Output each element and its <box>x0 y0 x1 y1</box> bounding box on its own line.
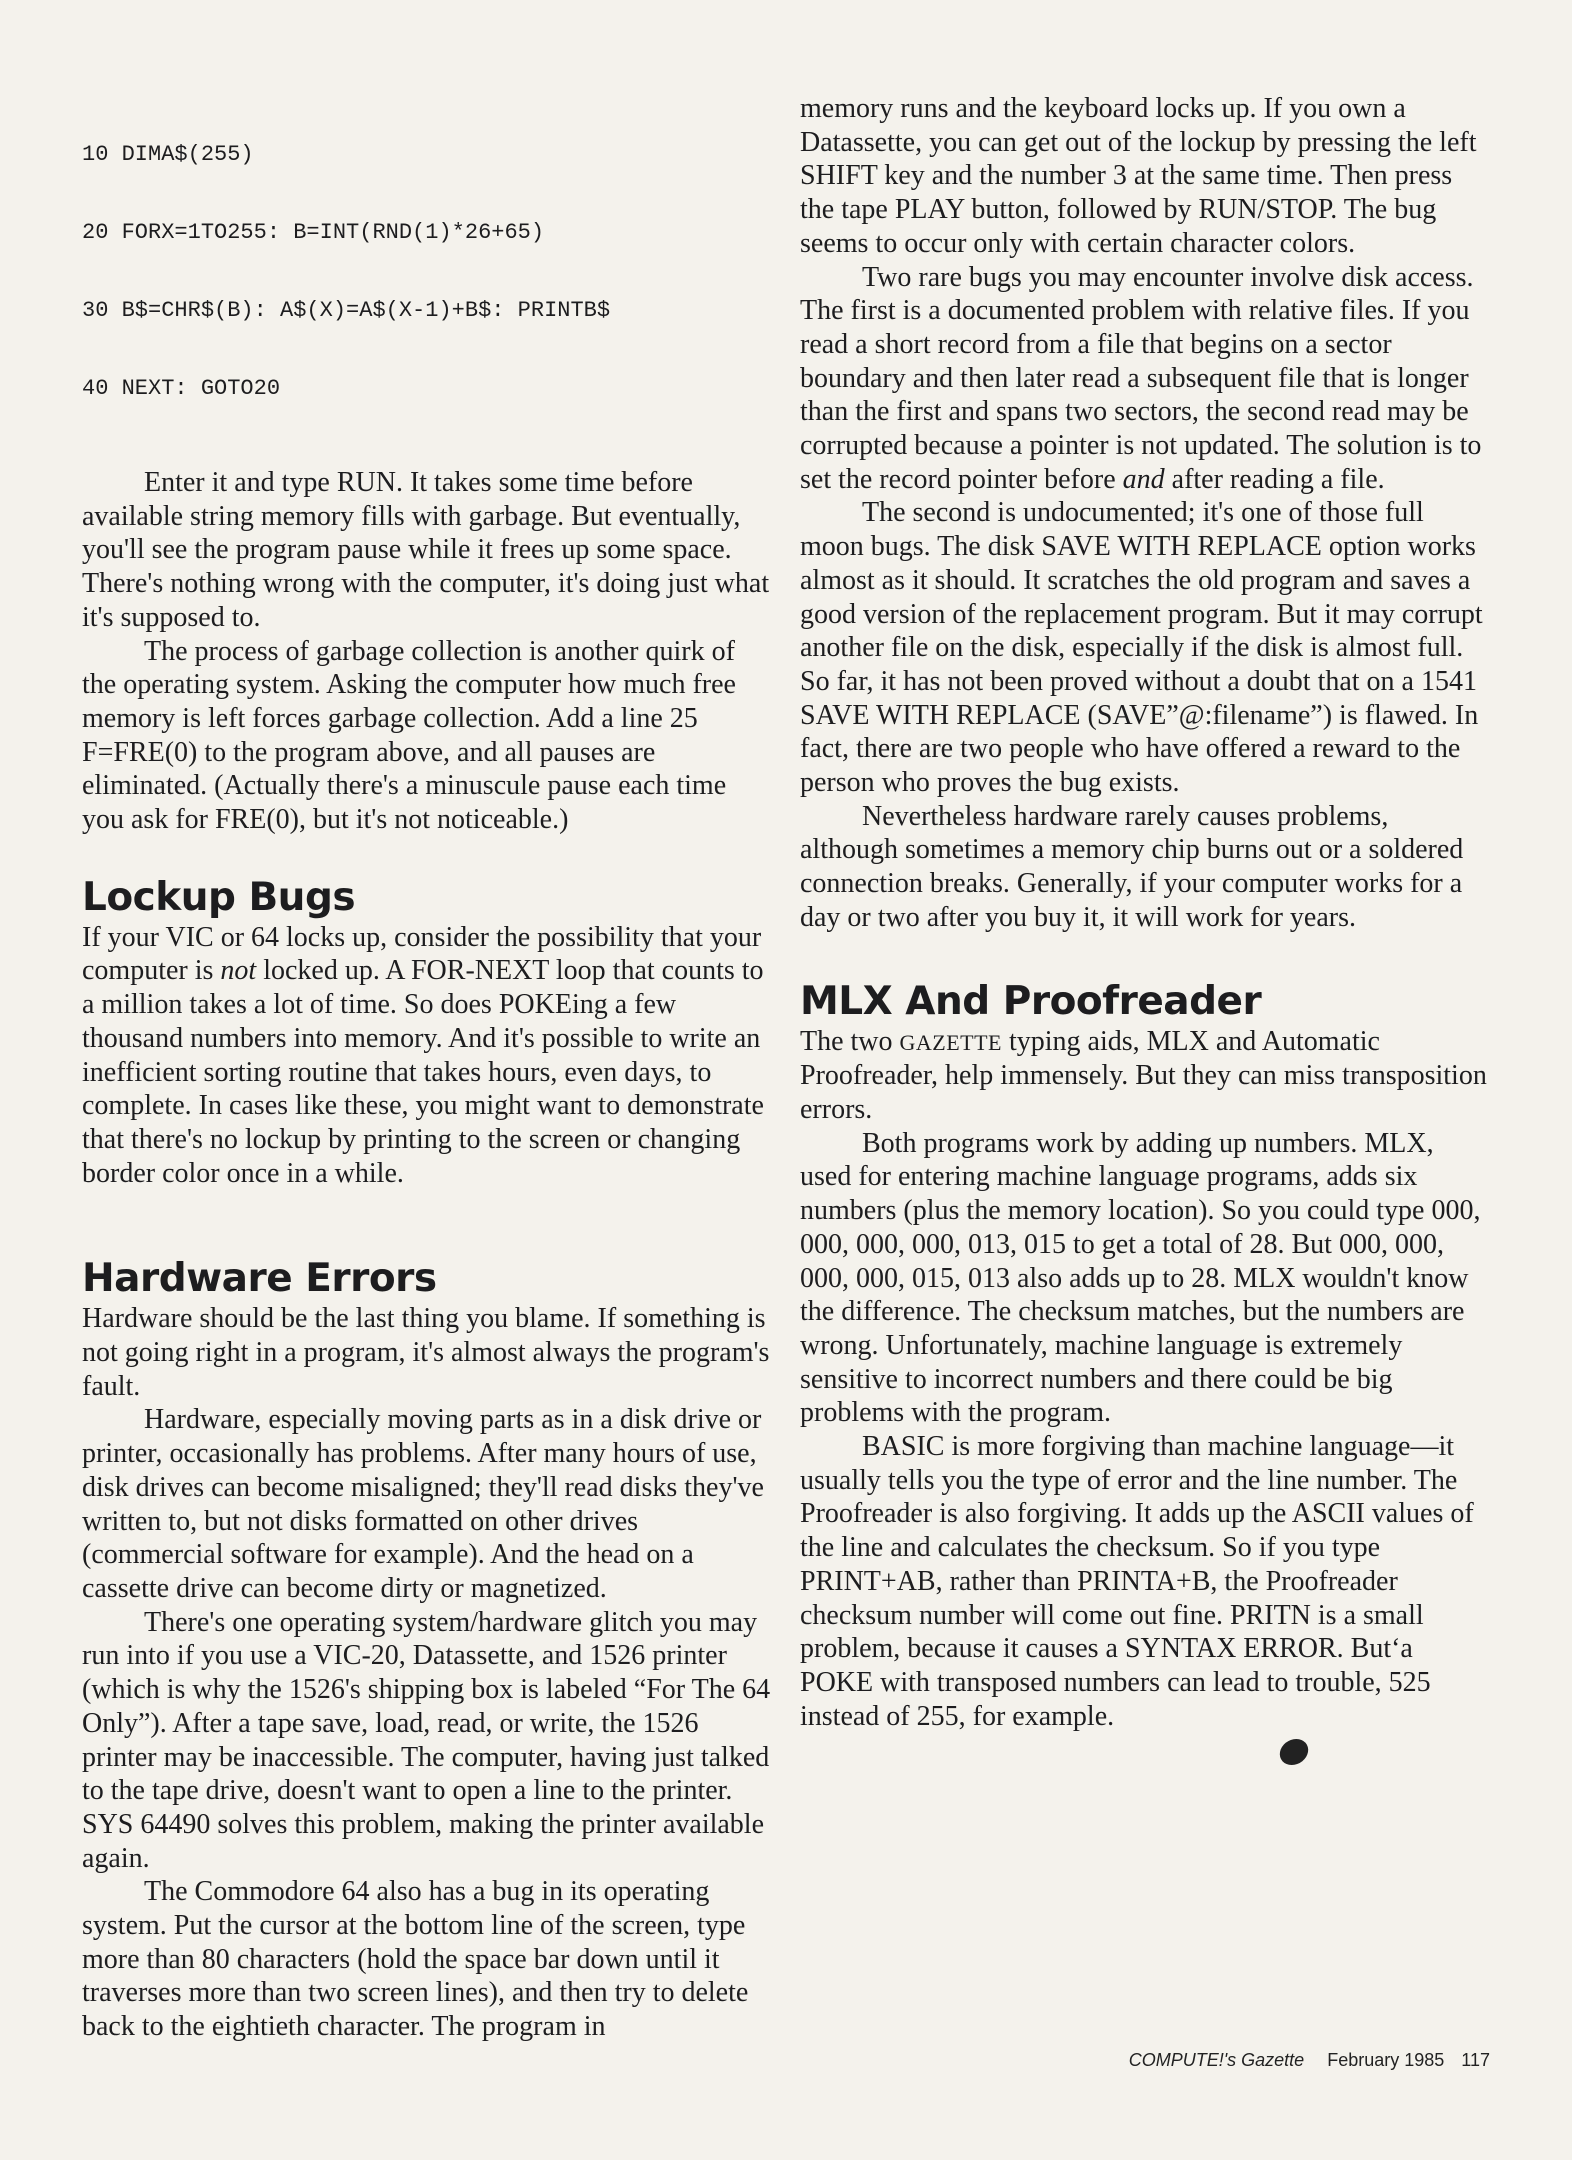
paragraph: Enter it and type RUN. It takes some time before available string memory fills with garbage. But eventually, you'll see the program pause while it frees up some space. There's nothing wrong with the computer, it's doing just what it's supposed to. <box>82 467 770 633</box>
paragraph <box>82 921 772 1191</box>
right-column <box>800 88 1490 1767</box>
text-run: locked up. A FOR-NEXT loop that counts to a million takes a lot of time. So does POKEing a few thousand numbers into memory. And it's possible to write an inefficient sorting routine that takes hours, even days, to complete. In cases like these, you might want to demonstrate that there's no lockup by printing to the screen or changing border color once in a while. <box>82 955 764 1189</box>
paragraph <box>800 261 1490 497</box>
text-run: after reading a file. <box>1164 463 1385 495</box>
paragraph: Both programs work by adding up numbers. MLX, used for entering machine language programs, adds six numbers (plus the memory location). So you could type 000, 000, 000, 000, 013, 015 to get a total of 28. But 000, 000, 000, 000, 015, 013 also adds up to 28. MLX wouldn't know the difference. The checksum matches, but the numbers are wrong. Unfortunately, machine language is extremely sensitive to incorrect numbers and there could be big problems with the program. <box>800 1127 1481 1429</box>
left-column <box>82 88 772 2044</box>
text-run: If your VIC or 64 locks up, consider the possibility that your computer is <box>82 921 762 987</box>
emphasis-text: and <box>1122 463 1165 495</box>
code-line: 40 NEXT: GOTO20 <box>82 376 281 401</box>
text-run: BASIC is more forgiving than machine language—it usually tells you the type of error and the line number. The Proofreader is also forgiving. It adds up the ASCII values of the line and calculates the checksum. So if you type PRINT+AB, rather than PRINTA+B, the Proofreader checksum number will come out fine. PRITN is a small problem, because it causes a SYNTAX ERROR. Butʻa POKE with transposed numbers can lead to trouble, 525 instead of 255, for example. <box>800 1431 1474 1732</box>
gazette-logo-icon: G <box>1278 1739 1311 1765</box>
paragraph: There's one operating system/hardware glitch you may run into if you use a VIC-20, Datassette, and 1526 printer (which is why the 1526's shipping box is labeled “For The 64 Only”). After a tape save, load, read, or write, the 1526 printer may be inaccessible. The computer, having just talked to the tape drive, doesn't want to open a line to the printer. SYS 64490 solves this problem, making the printer available again. <box>82 1606 771 1874</box>
paragraph <box>800 1025 1490 1127</box>
paragraph: Nevertheless hardware rarely causes problems, although sometimes a memory chip burns out or a soldered connection breaks. Generally, if your computer works for a day or two after you buy it, it will work for years. <box>800 800 1464 933</box>
paragraph <box>800 1430 1490 1767</box>
basic-listing <box>82 90 772 454</box>
paragraph: memory runs and the keyboard locks up. If you own a Datassette, you can get out of the lockup by pressing the left SHIFT key and the number 3 at the same time. Then press the tape PLAY button, followed by RUN/STOP. The bug seems to occur only with certain character colors. <box>800 93 1477 259</box>
small-caps-text: GAZETTE <box>899 1029 1002 1055</box>
text-run: typing aids, MLX and Automatic Proofreader, help immensely. But they can miss transposition errors. <box>800 1025 1487 1125</box>
section-heading-lockup: Lockup Bugs <box>82 874 356 920</box>
section-heading-hardware: Hardware Errors <box>82 1256 437 1302</box>
page-footer <box>1129 2050 1490 2071</box>
paragraph: The Commodore 64 also has a bug in its operating system. Put the cursor at the bottom line of the screen, type more than 80 characters (hold the space bar down until it traverses more than two screen lines), and then try to delete back to the eightieth character. The program in <box>82 1876 749 2043</box>
emphasis-text: not <box>220 955 257 987</box>
text-run: Two rare bugs you may encounter involve disk access. The first is a documented problem with relative files. If you read a short record from a file that begins on a sector boundary and then later read a subsequent file that is longer than the first and spans two sectors, the second read may be corrupted because a pointer is not updated. The solution is to set the record pointer before <box>800 261 1482 495</box>
paragraph: Hardware, especially moving parts as in a disk drive or printer, occasionally has problems. After many hours of use, disk drives can become misaligned; they'll read disks they've written to, but not disks formatted on other drives (commercial software for example). And the head on a cassette drive can become dirty or magnetized. <box>82 1404 764 1604</box>
code-line: 10 DIMA$(255) <box>82 142 254 167</box>
paragraph: The process of garbage collection is another quirk of the operating system. Asking the computer how much free memory is left forces garbage collection. Add a line 25 F=FRE(0) to the program above, and all pauses are eliminated. (Actually there's a minuscule pause each time you ask for FRE(0), but it's not noticeable.) <box>82 635 736 836</box>
paragraph: The second is undocumented; it's one of those full moon bugs. The disk SAVE WITH REPLACE option works almost as it should. It scratches the old program and saves a good version of the replacement program. But it may corrupt another file on the disk, especially if the disk is almost full. So far, it has not been proved without a doubt that on a 1541 SAVE WITH REPLACE (SAVE”@:filename”) is flawed. In fact, there are two people who have offered a reward to the person who proves the bug exists. <box>800 497 1483 799</box>
magazine-name: COMPUTE!'s Gazette <box>1128 2050 1305 2070</box>
issue-date: February 1985 <box>1327 2050 1445 2070</box>
paragraph: Hardware should be the last thing you blame. If something is not going right in a program, it's almost always the program's fault. <box>82 1303 770 1402</box>
page-number: 117 <box>1461 2050 1490 2070</box>
code-line: 30 B$=CHR$(B): A$(X)=A$(X-1)+B$: PRINTB$ <box>82 298 611 323</box>
text-run: The two <box>800 1025 900 1057</box>
code-line: 20 FORX=1TO255: B=INT(RND(1)*26+65) <box>82 220 545 245</box>
section-heading-mlx: MLX And Proofreader <box>800 978 1262 1024</box>
